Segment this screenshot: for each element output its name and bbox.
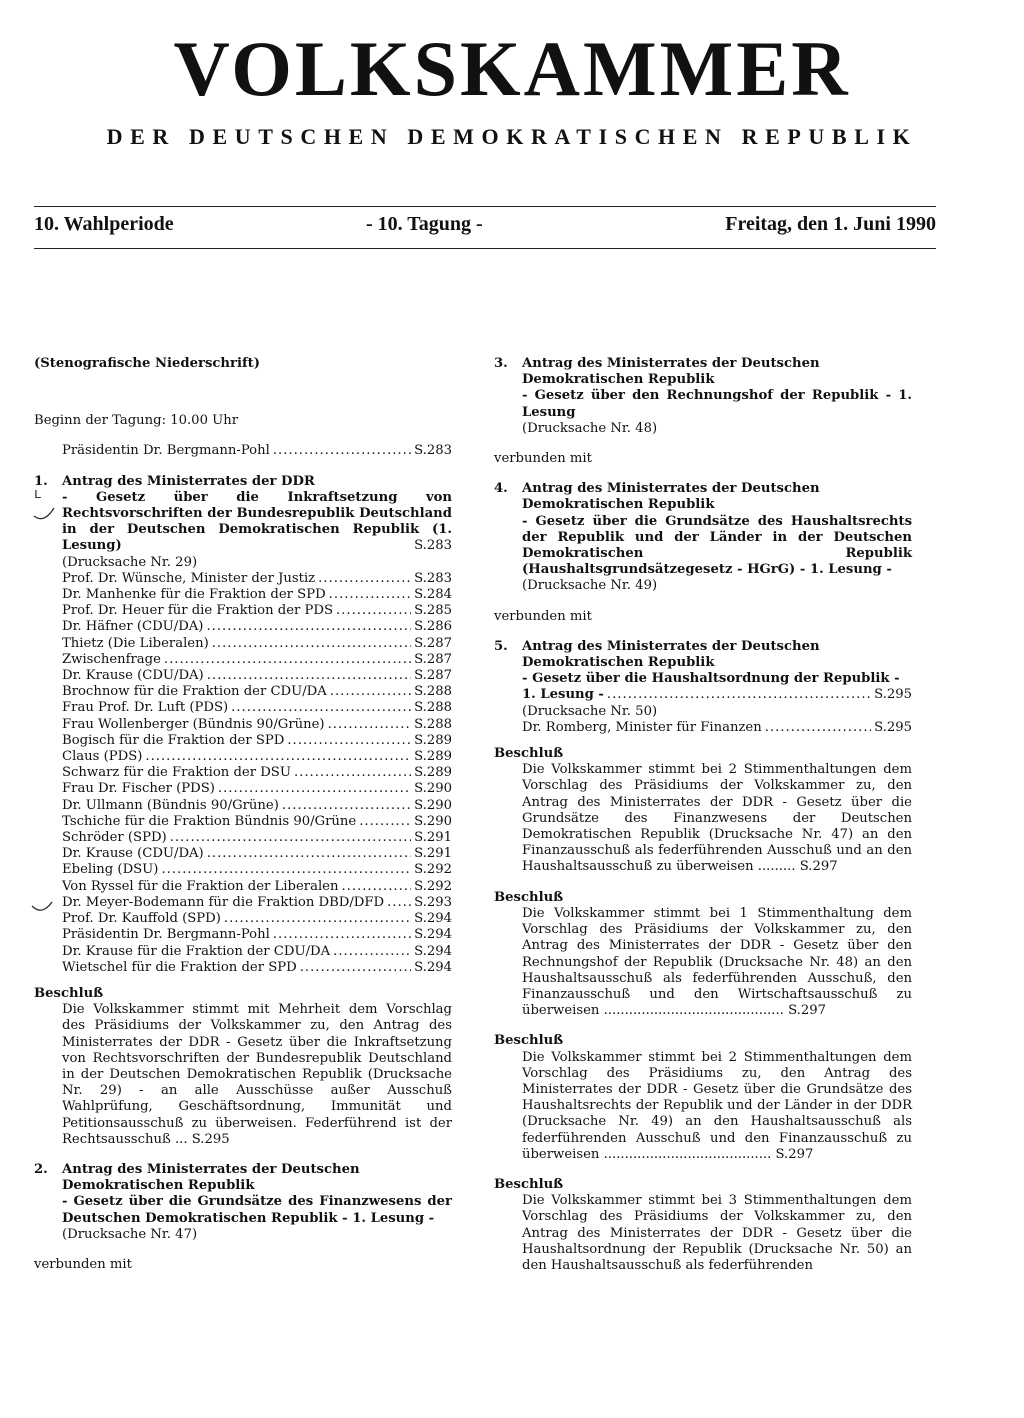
item-number: 5. <box>494 638 508 654</box>
speaker-entry <box>62 960 452 976</box>
speaker-entry <box>62 814 452 830</box>
speaker-entry <box>62 587 452 603</box>
page-ref: S.287 <box>414 651 452 667</box>
document-ref: (Drucksache Nr. 48) <box>522 420 658 436</box>
speaker-name: Prof. Dr. Kauffold (SPD) <box>62 911 221 927</box>
reading-label: 1. Lesung - <box>522 687 604 703</box>
page-ref: S.284 <box>414 587 452 603</box>
speaker-name: Dr. Häfner (CDU/DA) <box>62 619 204 635</box>
page-ref: S.289 <box>414 765 452 781</box>
page-ref: S.289 <box>414 749 452 765</box>
page-ref: S.286 <box>414 619 452 635</box>
speaker-entry <box>522 720 912 736</box>
resolution-heading: Beschluß <box>34 985 104 1001</box>
left-column <box>34 356 452 1273</box>
page-ref: S.292 <box>414 878 452 894</box>
speaker-name: Tschiche für die Fraktion Bündnis 90/Grüne <box>62 813 357 829</box>
speaker-name: Zwischenfrage <box>62 651 161 667</box>
speaker-entry <box>62 636 452 652</box>
item-number: 3. <box>494 356 508 371</box>
speaker-entry <box>62 830 452 846</box>
session-date: Freitag, den 1. Juni 1990 <box>725 213 936 235</box>
speaker-entry <box>62 895 452 911</box>
resolution-text: Die Volkskammer stimmt mit Mehrheit dem Vorschlag des Präsidiums der Volkskammer zu, den Antrag des Ministerrates der DDR - Gesetz über die Inkraftsetzung von Rechtsvorschriften der Bundesrepublik Deutschland in der Deutschen Demokratischen Republik (Drucksache Nr. 29) - an alle Ausschüsse außer Ausschuß Wahlprüfung, Geschäftsordnung, Immunität und Petitionsausschuß zu überweisen. Federführend ist der Rechtsausschuß ... S.295 <box>62 1002 452 1147</box>
joined-note: verbunden mit <box>494 451 592 467</box>
resolution-heading: Beschluß <box>494 1176 564 1192</box>
page-ref: S.288 <box>414 716 452 732</box>
item-number: 2. <box>34 1161 48 1177</box>
resolution-1 <box>34 986 452 1148</box>
document-ref: (Drucksache Nr. 50) <box>522 703 658 719</box>
speaker-entry <box>62 846 452 862</box>
header-bottom-rule <box>34 248 936 249</box>
speaker-name: Präsidentin Dr. Bergmann-Pohl <box>62 927 270 943</box>
item-title: Antrag des Ministerrates der Deutschen Demokratischen Republik <box>522 356 820 388</box>
speaker-name: Thietz (Die Liberalen) <box>62 635 209 651</box>
speaker-name: Prof. Dr. Heuer für die Fraktion der PDS <box>62 603 334 619</box>
document-ref: (Drucksache Nr. 29) <box>62 554 198 570</box>
page-ref: S.290 <box>414 781 452 797</box>
item-title: Antrag des Ministerrates der Deutschen Demokratischen Republik <box>522 481 820 513</box>
page-ref: S.290 <box>414 797 452 813</box>
page-ref: S.294 <box>414 943 452 959</box>
speaker-entry <box>62 668 452 684</box>
speaker-entry <box>62 652 452 668</box>
speaker-entry <box>62 733 452 749</box>
speaker-entry <box>62 717 452 733</box>
speaker-entry <box>62 944 452 960</box>
speaker-name: Dr. Krause für die Fraktion der CDU/DA <box>62 943 331 959</box>
speaker-name: Von Ryssel für die Fraktion der Liberalen <box>62 878 339 894</box>
transcript-heading: (Stenografische Niederschrift) <box>34 356 260 371</box>
item-law: - Gesetz über den Rechnungshof der Republik - 1. Lesung <box>522 388 912 420</box>
page-ref: S.294 <box>414 911 452 927</box>
resolution-text: Die Volkskammer stimmt bei 2 Stimmenthaltungen dem Vorschlag des Präsidiums zu, den Antrag des Ministerrates der DDR - Gesetz über die Grundsätze des Haushaltsrechts der Republik und der Länder in der DDR (Drucksache Nr. 49) an den Haushaltsausschuß als federführenden Ausschuß und den Finanzausschuß zu überweisen ........................................ S.297 <box>522 1049 912 1162</box>
speaker-name: Dr. Ullmann (Bündnis 90/Grüne) <box>62 797 279 813</box>
resolution-heading: Beschluß <box>494 889 564 905</box>
item-number: 4. <box>494 481 508 497</box>
speaker-name: Frau Prof. Dr. Luft (PDS) <box>62 700 229 716</box>
resolution-5 <box>494 1177 912 1274</box>
page-ref: S.292 <box>414 862 452 878</box>
page-ref: S.294 <box>414 959 452 975</box>
page-ref: S.293 <box>414 894 452 910</box>
header-top-rule <box>34 206 936 207</box>
agenda-item-2 <box>34 1162 452 1243</box>
speaker-name: Schröder (SPD) <box>62 830 167 846</box>
page-ref: S.288 <box>414 684 452 700</box>
page-ref: S.285 <box>414 603 452 619</box>
speaker-entry <box>62 749 452 765</box>
speaker-entry <box>62 879 452 895</box>
speaker-name: Brochnow für die Fraktion der CDU/DA <box>62 684 327 700</box>
page-ref: S.287 <box>414 635 452 651</box>
speaker-entry <box>62 781 452 797</box>
item-law: - Gesetz über die Inkraftsetzung von Rechtsvorschriften der Bundesrepublik Deutschland in der Deutschen Demokratischen Republik (1. Lesung) S.283 <box>62 489 452 554</box>
document-ref: (Drucksache Nr. 47) <box>62 1226 198 1242</box>
page-ref: S.288 <box>414 700 452 716</box>
item-title: Antrag des Ministerrates der DDR <box>62 473 315 489</box>
agenda-item-4 <box>494 481 912 594</box>
reading-entry <box>522 687 912 703</box>
speaker-entry <box>62 571 452 587</box>
masthead-title: VOLKSKAMMER <box>173 25 851 112</box>
item-number: 1. <box>34 473 48 489</box>
speaker-name: Claus (PDS) <box>62 749 143 765</box>
speaker-name: Präsidentin Dr. Bergmann-Pohl <box>62 443 270 459</box>
speaker-name: Prof. Dr. Wünsche, Minister der Justiz <box>62 570 316 586</box>
agenda-item-5 <box>494 639 912 736</box>
speaker-entry <box>62 862 452 878</box>
joined-note: verbunden mit <box>494 608 592 624</box>
session-start: Beginn der Tagung: 10.00 Uhr <box>34 413 239 429</box>
resolution-text: Die Volkskammer stimmt bei 1 Stimmenthaltung dem Vorschlag des Präsidiums der Volkskammer zu, den Antrag des Ministerrates der DDR - Gesetz über den Rechnungshof der Republik (Drucksache Nr. 48) an den Haushaltsausschuß als federführenden Ausschuß, den Finanzausschuß und den Wirtschaftsausschuß zu überweisen ........................................... S.297 <box>522 905 912 1019</box>
page-ref: S.283 <box>414 570 452 586</box>
agenda-item-3 <box>494 356 912 437</box>
page-ref: S.295 <box>874 687 912 703</box>
speaker-entry <box>62 911 452 927</box>
president-entry <box>34 443 452 459</box>
resolution-4 <box>494 1033 912 1163</box>
legislative-period: 10. Wahlperiode <box>34 213 174 235</box>
masthead-subtitle: DER DEUTSCHEN DEMOKRATISCHEN REPUBLIK <box>106 124 918 149</box>
speaker-entry <box>62 619 452 635</box>
joined-note: verbunden mit <box>34 1256 132 1272</box>
speaker-name: Ebeling (DSU) <box>62 862 159 878</box>
page-ref: S.289 <box>414 732 452 748</box>
speaker-list <box>62 571 452 976</box>
speaker-name: Dr. Meyer-Bodemann für die Fraktion DBD/DFD <box>62 894 385 910</box>
page-ref: S.291 <box>414 830 452 846</box>
page-ref: S.295 <box>191 1131 230 1147</box>
agenda-item-1 <box>34 474 452 976</box>
speaker-name: Frau Dr. Fischer (PDS) <box>62 781 215 797</box>
speaker-name: Bogisch für die Fraktion der SPD <box>62 732 285 748</box>
speaker-entry <box>62 927 452 943</box>
speaker-name: Dr. Romberg, Minister für Finanzen <box>522 719 762 735</box>
page-ref: S.283 <box>414 538 452 554</box>
speaker-name: Wietschel für die Fraktion der SPD <box>62 959 297 975</box>
page-ref: S.297 <box>799 859 838 875</box>
page-ref: S.287 <box>414 668 452 684</box>
speaker-entry <box>62 765 452 781</box>
page-ref: S.291 <box>414 846 452 862</box>
item-title: Antrag des Ministerrates der Deutschen Demokratischen Republik <box>62 1161 360 1194</box>
page-ref: S.290 <box>414 813 452 829</box>
right-column <box>494 356 912 1274</box>
speaker-name: Dr. Krause (CDU/DA) <box>62 668 204 684</box>
speaker-name: Dr. Manhenke für die Fraktion der SPD <box>62 587 326 603</box>
speaker-name: Frau Wollenberger (Bündnis 90/Grüne) <box>62 716 325 732</box>
resolution-2 <box>494 746 912 876</box>
resolution-heading: Beschluß <box>494 746 564 762</box>
document-ref: (Drucksache Nr. 49) <box>522 578 658 594</box>
speaker-entry <box>62 798 452 814</box>
session-number: - 10. Tagung - <box>366 213 483 235</box>
resolution-text: Die Volkskammer stimmt bei 3 Stimmenthaltungen dem Vorschlag des Präsidiums der Volkskammer zu, den Antrag des Ministerrates der DDR - Gesetz über die Haushaltsordnung der Republik (Drucksache Nr. 50) an den Haushaltsausschuß als federführenden <box>522 1193 912 1273</box>
item-title: Antrag des Ministerrates der Deutschen Demokratischen Republik <box>522 638 820 671</box>
resolution-3 <box>494 890 912 1020</box>
speaker-name: Dr. Krause (CDU/DA) <box>62 846 204 862</box>
speaker-name: Schwarz für die Fraktion der DSU <box>62 765 291 781</box>
resolution-heading: Beschluß <box>494 1033 564 1049</box>
page-ref: S.297 <box>788 1003 826 1019</box>
speaker-entry <box>62 684 452 700</box>
margin-mark-icon: ʟ <box>34 486 42 502</box>
page-ref: S.294 <box>414 927 452 943</box>
page-ref: S.283 <box>414 443 452 459</box>
speaker-entry <box>62 700 452 716</box>
item-law: - Gesetz über die Grundsätze des Finanzwesens der Deutschen Demokratischen Republik - 1. Lesung - <box>62 1194 452 1226</box>
page-ref: S.295 <box>874 719 912 735</box>
speaker-entry <box>62 603 452 619</box>
resolution-text: Die Volkskammer stimmt bei 2 Stimmenthaltungen dem Vorschlag des Präsidiums der Volkskammer zu, den Antrag des Ministerrates der DDR - Gesetz über die Grundsätze des Finanzwesens der Deutschen Demokratischen Republik (Drucksache Nr. 47) an den Finanzausschuß als federführenden Ausschuß und an den Haushaltsausschuß zu überweisen ......... S.297 <box>522 762 912 875</box>
page-ref: S.297 <box>775 1146 814 1162</box>
item-law: - Gesetz über die Haushaltsordnung der Republik - <box>522 671 900 687</box>
item-law: - Gesetz über die Grundsätze des Haushaltsrechts der Republik und der Länder in der Deutschen Demokratischen Republik (Haushaltsgrundsätzegesetz - HGrG) - 1. Lesung - <box>522 513 912 578</box>
